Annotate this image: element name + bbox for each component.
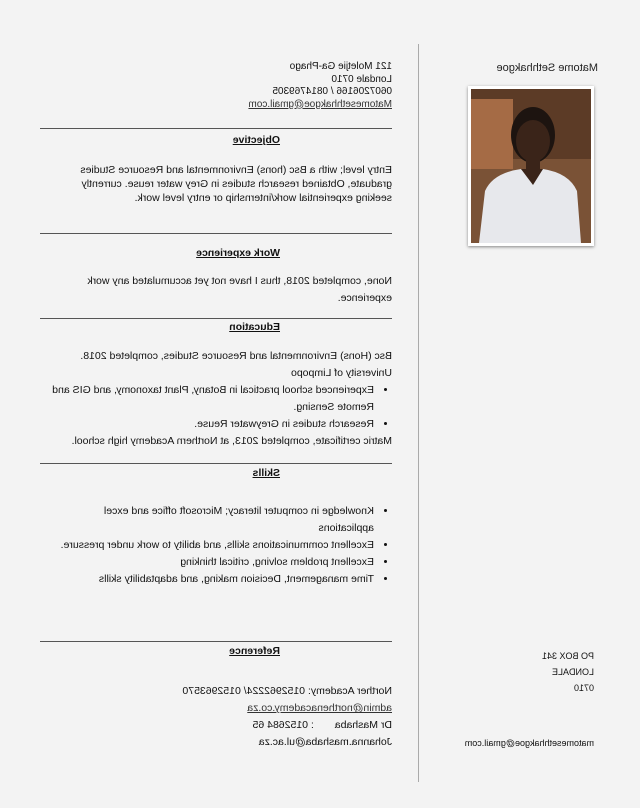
contact-email-link[interactable]: Matomesethhakgoe@gmail.com [248, 98, 392, 110]
reference-academy: Norther Academy: 0152962224/ 0152963570 [182, 685, 392, 697]
reference-heading: Reference [229, 645, 280, 657]
list-item: • Research studies in Greywater Reuse. [46, 416, 374, 433]
divider-rule [40, 318, 392, 319]
sidebar-name: Matome Sethhakgoe [496, 62, 598, 74]
education-list [46, 382, 392, 433]
sidebar-email[interactable]: matomesethhakgoe@gmail.com [464, 738, 594, 748]
work-text: None, completed 2018, thus I have not yet accumulated any work experience. [87, 275, 392, 304]
education-block [46, 348, 392, 450]
sidebar-address-line: 0710 [573, 683, 594, 693]
reference-person [52, 717, 392, 734]
contact-phone: 0607206166 / 0814769305 [272, 86, 392, 97]
contact-address-line: 121 Moletjie Ga-Phago [289, 61, 392, 72]
work-heading: Work experience [196, 247, 280, 259]
divider-rule [40, 128, 392, 129]
reference-block [52, 683, 392, 751]
skills-heading: Skills [252, 467, 280, 479]
portrait-image [471, 89, 591, 243]
sidebar-address [542, 648, 594, 696]
list-item: • Excellent problem solving, critical thinking [52, 554, 374, 571]
reference-person-email[interactable]: Johanna.mashaba@ul.ac.za [258, 736, 392, 748]
divider-rule [40, 233, 392, 234]
divider-rule [40, 641, 392, 642]
objective-text: Entry level; with a Bsc (hons) Environmental and Resource Studies graduate, Obtained research studies in Grey water reuse. currently seeking experiential work/internship or entry level work. [80, 164, 392, 204]
contact-block [248, 61, 392, 111]
list-item: • Excellent communications skills, and ability to work under pressure. [52, 537, 374, 554]
education-matric: Matric certificate, completed 2013, at Northern Academy high school. [71, 435, 392, 447]
list-item: • Knowledge in computer literacy; Microsoft office and excel applications [52, 503, 374, 537]
reference-academy-email[interactable]: admin@northenacademy.co.za [247, 702, 392, 714]
objective-heading: Objective [232, 134, 280, 146]
education-degree: Bsc (Hons) Environmental and Resource Studies, completed 2018. University of Limpopo [80, 350, 392, 379]
skills-block [52, 503, 392, 588]
list-item: • Time management, Decision making, and adaptability skills [52, 571, 374, 588]
sidebar-address-line: PO BOX 341 [541, 651, 594, 661]
list-item: • Experienced school practical in Botany, Plant taxonomy, and GIS and Remote Sensing. [46, 382, 374, 416]
contact-address-line: Londale 0710 [331, 73, 392, 85]
sidebar-address-line: LONDALE [551, 667, 594, 677]
profile-photo [468, 86, 594, 246]
skills-list [52, 503, 392, 588]
reference-person-phone: : 0152684 65 [252, 719, 314, 731]
column-divider [418, 44, 419, 782]
reference-person-name: Dr Mashaba [334, 719, 392, 731]
education-heading: Education [229, 321, 280, 333]
divider-rule [40, 463, 392, 464]
